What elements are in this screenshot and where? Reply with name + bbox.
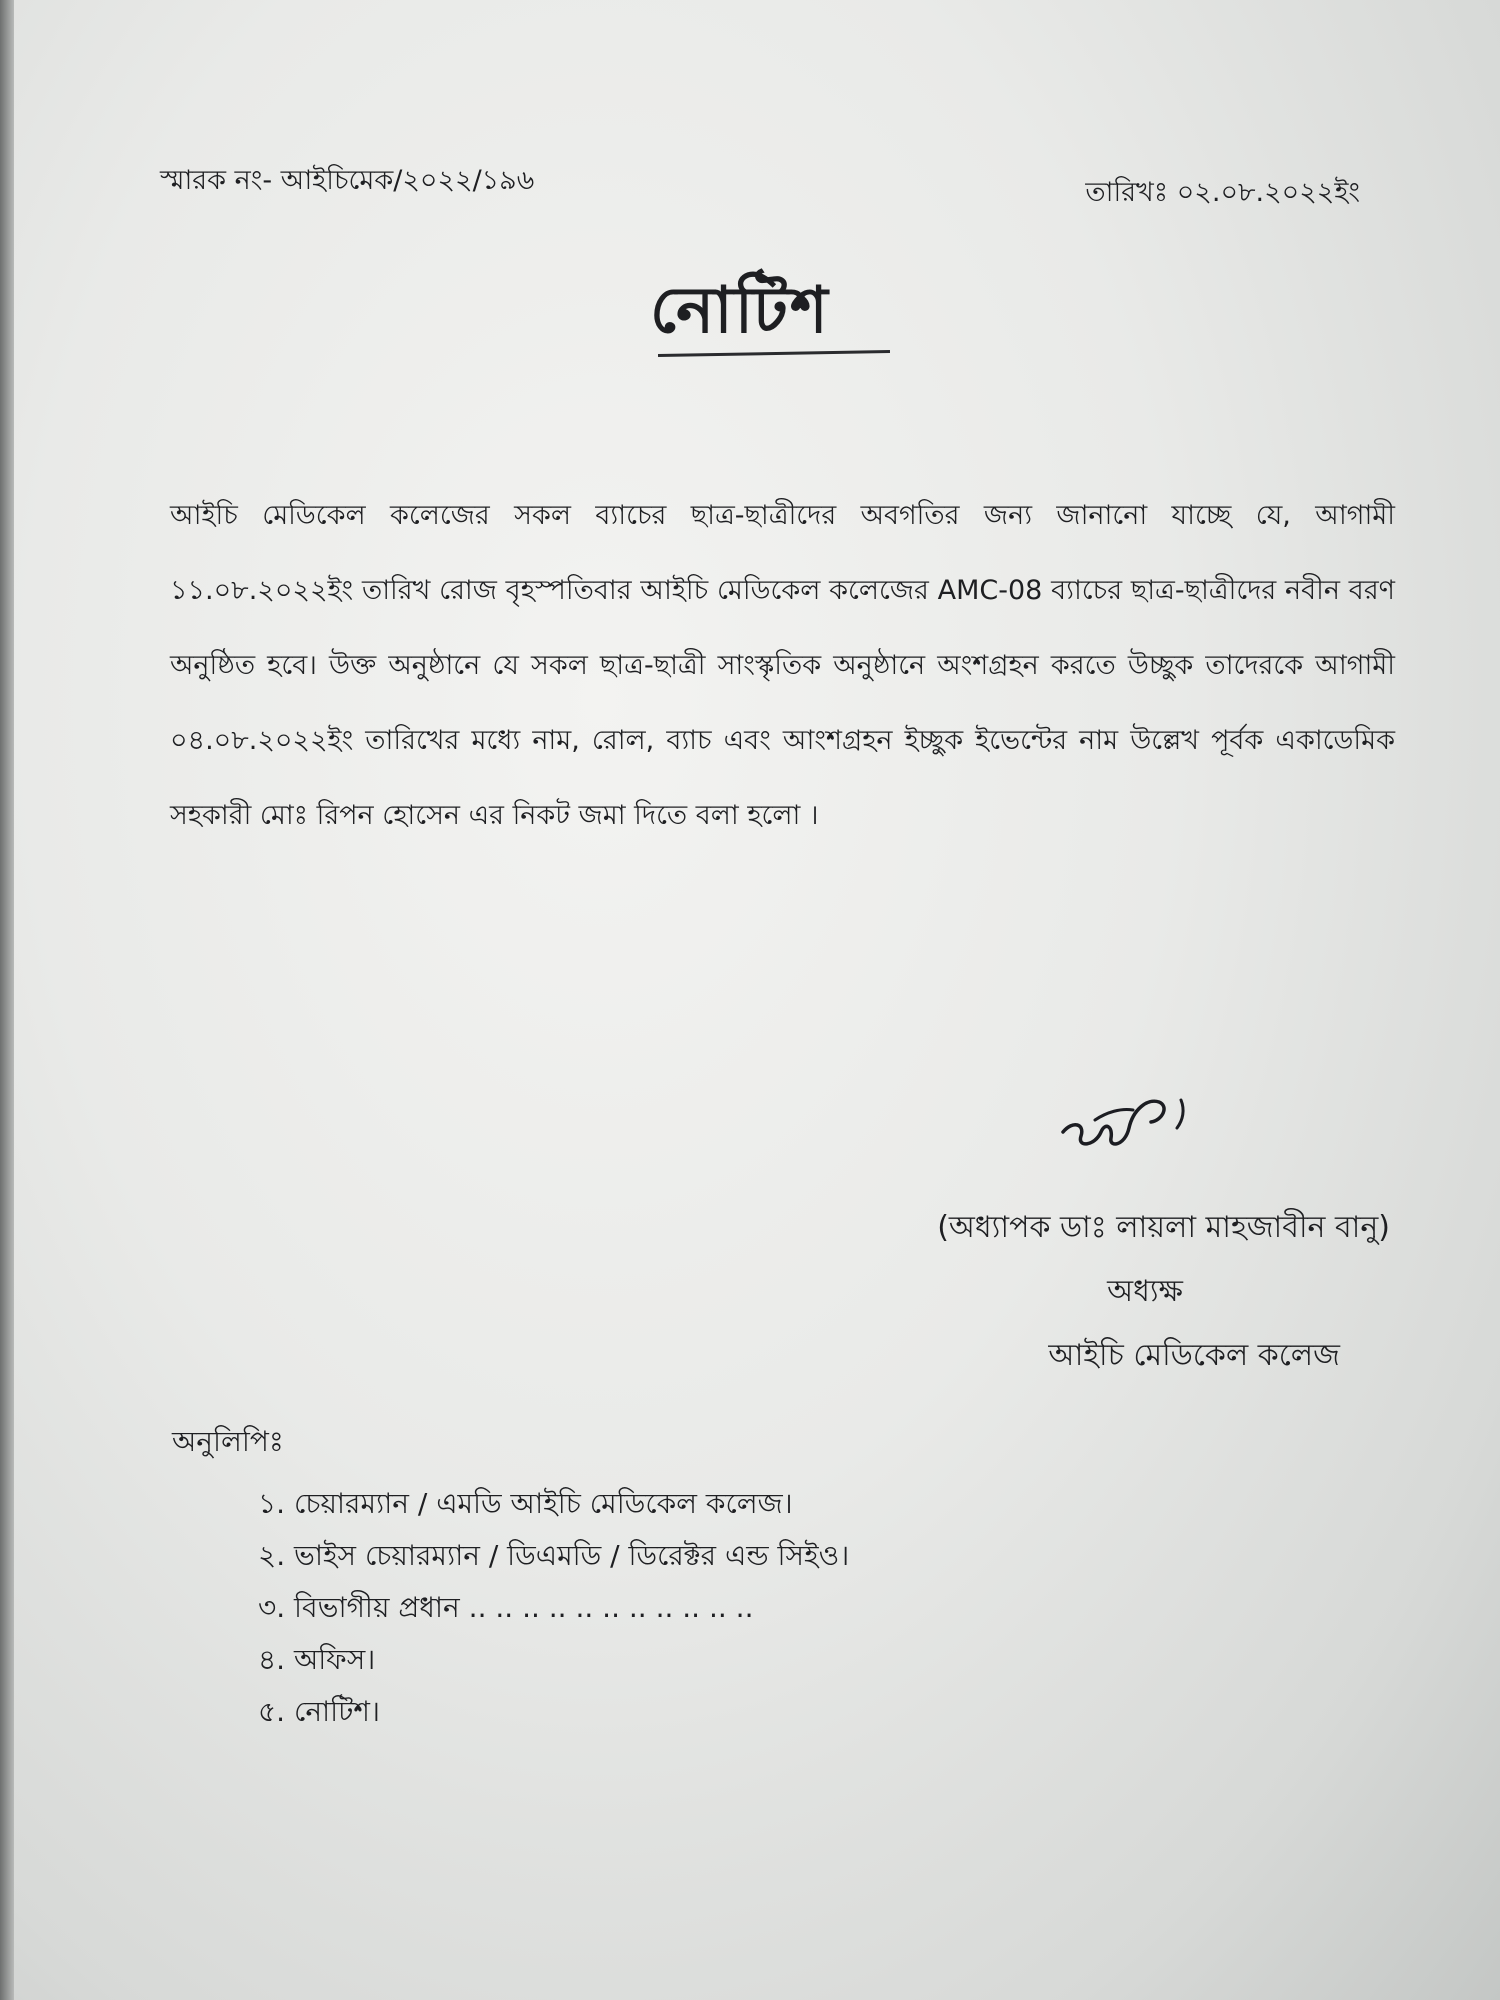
signatory-organization: আইচি মেডিকেল কলেজ	[1048, 1338, 1340, 1373]
notice-body: আইচি মেডিকেল কলেজের সকল ব্যাচের ছাত্র-ছাত্রীদের অবগতির জন্য জানানো যাচ্ছে যে, আগামী ১১.০৮.২০২২ইং তারিখ রোজ বৃহস্পতিবার আইচি মেডিকেল কলেজের AMC-08 ব্যাচের ছাত্র-ছাত্রীদের নবীন বরণ অনুষ্ঠিত হবে। উক্ত অনুষ্ঠানে যে সকল ছাত্র-ছাত্রী সাংস্কৃতিক অনুষ্ঠানে অংশগ্রহন করতে উচ্ছুক তাদেরকে আগামী ০৪.০৮.২০২২ইং তারিখের মধ্যে নাম, রোল, ব্যাচ এবং আংশগ্রহন ইচ্ছুক ইভেন্টের নাম উল্লেখ পূর্বক একাডেমিক সহকারী মোঃ রিপন হোসেন এর নিকট জমা দিতে বলা হলো ।	[170, 500, 1395, 831]
signatory-name: (অধ্যাপক ডাঃ লায়লা মাহজাবীন বানু)	[937, 1210, 1390, 1245]
list-item: ৩. বিভাগীয় প্রধান .. .. .. .. .. .. .. .. .. .. ..	[258, 1591, 754, 1624]
list-item: ২. ভাইস চেয়ারম্যান / ডিএমডি / ডিরেক্টর এন্ড সিইও।	[258, 1539, 850, 1572]
signatory-block	[820, 1196, 1390, 1388]
list-item: ৪. অফিস।	[258, 1643, 376, 1676]
page-edge-shadow	[0, 0, 14, 2000]
copies-list	[258, 1478, 849, 1738]
handwritten-signature	[1055, 1062, 1205, 1172]
list-item: ১. চেয়ারম্যান / এমডি আইচি মেডিকেল কলেজ।	[258, 1487, 793, 1520]
signatory-designation: অধ্যক্ষ	[1107, 1274, 1183, 1309]
notice-date: তারিখঃ ০২.০৮.২০২২ইং	[1085, 177, 1360, 208]
copies-label: অনুলিপিঃ	[172, 1425, 284, 1458]
notice-title: নোটিশ	[650, 274, 830, 348]
memo-reference: স্মারক নং- আইচিমেক/২০২২/১৯৬	[160, 165, 535, 196]
list-item: ৫. নোটিশ।	[258, 1695, 381, 1728]
